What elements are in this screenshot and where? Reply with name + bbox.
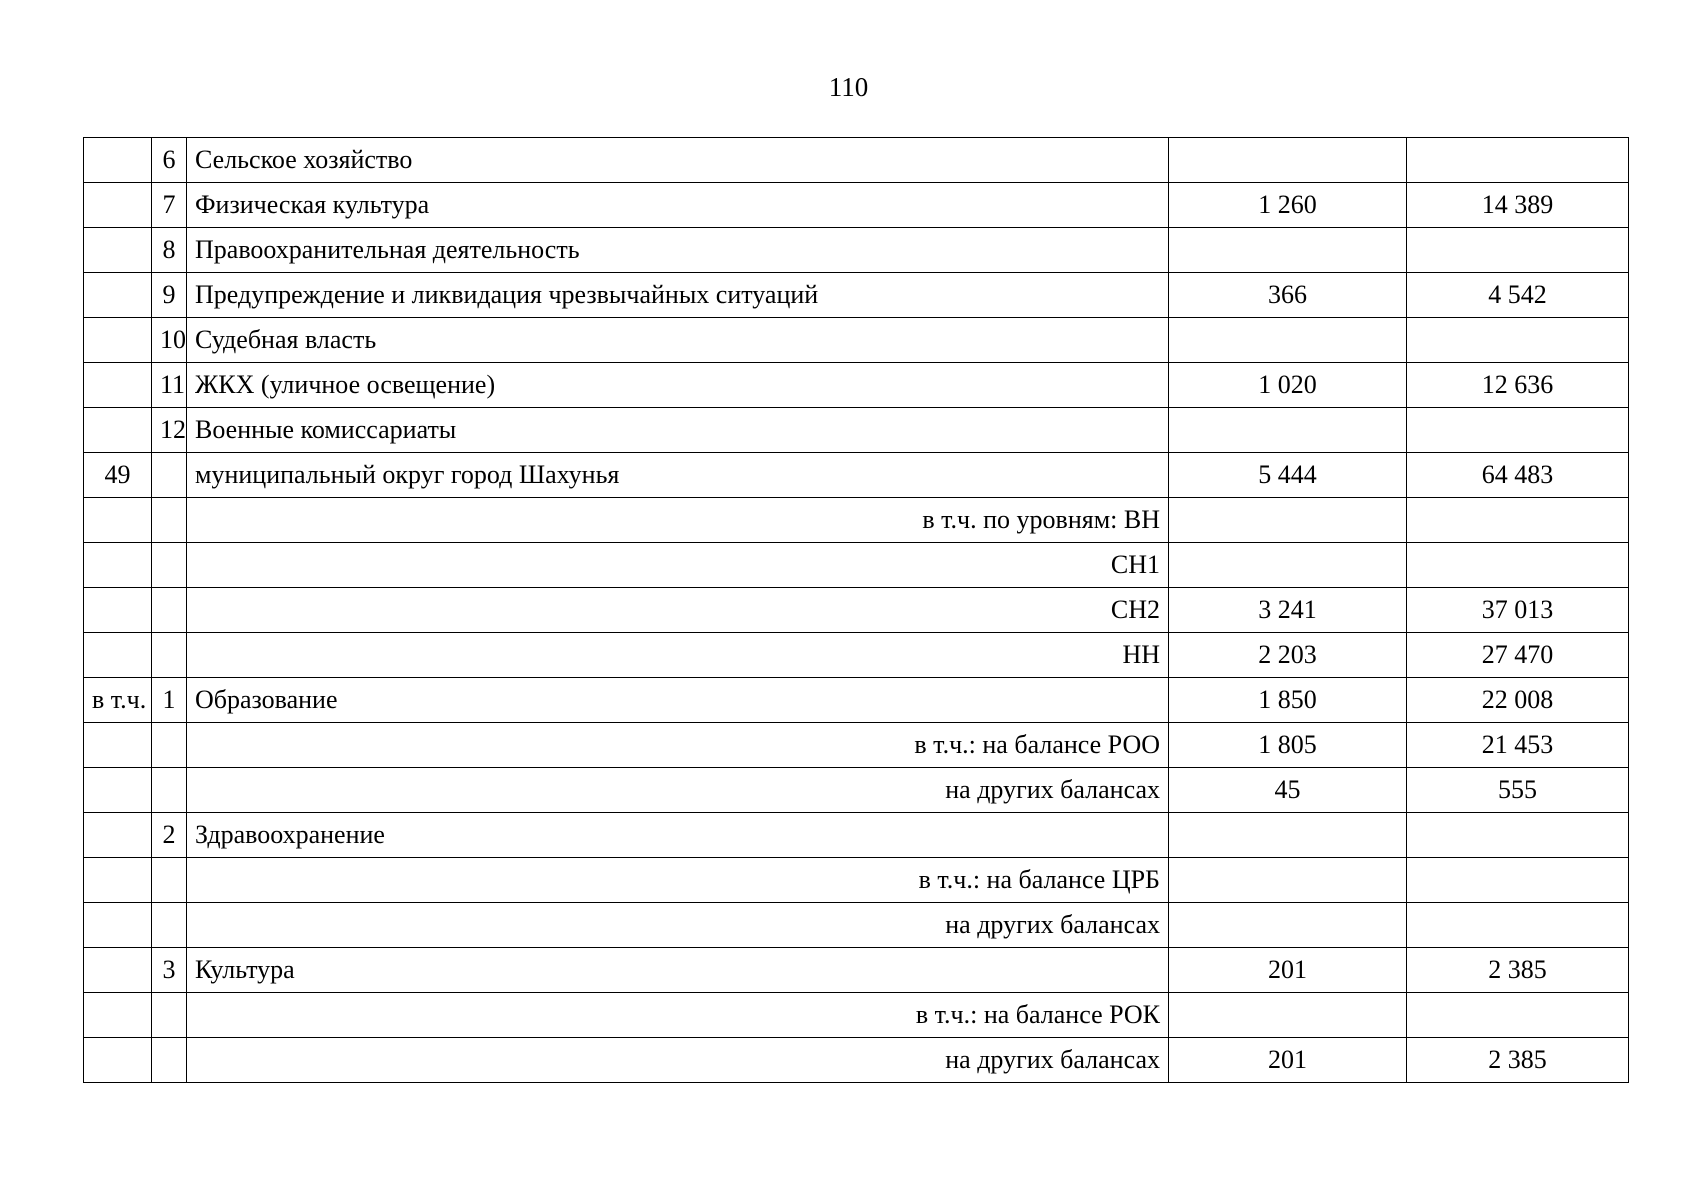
row-code-cell: [84, 318, 152, 363]
item-number-cell: 9: [152, 273, 187, 318]
item-number-cell: [152, 588, 187, 633]
item-name-cell: Образование: [187, 678, 1169, 723]
value-1-cell: [1169, 903, 1407, 948]
item-number-cell: 8: [152, 228, 187, 273]
item-number-cell: 3: [152, 948, 187, 993]
table-row: [84, 318, 1629, 363]
table-row: [84, 138, 1629, 183]
row-code-cell: [84, 228, 152, 273]
row-code-cell: [84, 363, 152, 408]
value-1-cell: 1 850: [1169, 678, 1407, 723]
value-1-cell: 1 260: [1169, 183, 1407, 228]
row-code-cell: в т.ч.: [84, 678, 152, 723]
item-number-cell: 6: [152, 138, 187, 183]
item-number-cell: 2: [152, 813, 187, 858]
value-2-cell: 12 636: [1407, 363, 1629, 408]
value-1-cell: [1169, 858, 1407, 903]
value-2-cell: 21 453: [1407, 723, 1629, 768]
item-name-cell: СН1: [187, 543, 1169, 588]
table-row: [84, 723, 1629, 768]
table-row: [84, 498, 1629, 543]
table-row: [84, 633, 1629, 678]
item-number-cell: [152, 993, 187, 1038]
value-1-cell: 1 020: [1169, 363, 1407, 408]
value-1-cell: [1169, 993, 1407, 1038]
row-code-cell: [84, 993, 152, 1038]
item-name-cell: Военные комиссариаты: [187, 408, 1169, 453]
table-row: [84, 1038, 1629, 1083]
value-1-cell: [1169, 408, 1407, 453]
row-code-cell: [84, 768, 152, 813]
row-code-cell: [84, 543, 152, 588]
table-row: [84, 273, 1629, 318]
value-1-cell: 3 241: [1169, 588, 1407, 633]
row-code-cell: [84, 858, 152, 903]
value-1-cell: 1 805: [1169, 723, 1407, 768]
item-number-cell: [152, 498, 187, 543]
item-name-cell: на других балансах: [187, 1038, 1169, 1083]
row-code-cell: [84, 1038, 152, 1083]
table-row: [84, 543, 1629, 588]
row-code-cell: [84, 408, 152, 453]
value-1-cell: [1169, 318, 1407, 363]
table-row: [84, 408, 1629, 453]
table-row: [84, 363, 1629, 408]
table-row: [84, 993, 1629, 1038]
page-number: 110: [828, 72, 869, 102]
value-2-cell: 2 385: [1407, 1038, 1629, 1083]
item-number-cell: 10: [152, 318, 187, 363]
value-1-cell: [1169, 498, 1407, 543]
value-1-cell: 366: [1169, 273, 1407, 318]
item-name-cell: Сельское хозяйство: [187, 138, 1169, 183]
value-2-cell: 37 013: [1407, 588, 1629, 633]
table-row: [84, 858, 1629, 903]
item-name-cell: ЖКХ (уличное освещение): [187, 363, 1169, 408]
item-number-cell: [152, 723, 187, 768]
value-1-cell: 45: [1169, 768, 1407, 813]
table-row: [84, 183, 1629, 228]
value-2-cell: [1407, 138, 1629, 183]
item-number-cell: 11: [152, 363, 187, 408]
value-1-cell: [1169, 138, 1407, 183]
table-row: [84, 228, 1629, 273]
value-1-cell: 2 203: [1169, 633, 1407, 678]
row-code-cell: [84, 633, 152, 678]
item-name-cell: в т.ч.: на балансе РОК: [187, 993, 1169, 1038]
value-1-cell: 201: [1169, 948, 1407, 993]
item-name-cell: Здравоохранение: [187, 813, 1169, 858]
row-code-cell: [84, 183, 152, 228]
value-2-cell: [1407, 228, 1629, 273]
item-name-cell: в т.ч.: на балансе ЦРБ: [187, 858, 1169, 903]
row-code-cell: [84, 948, 152, 993]
row-code-cell: [84, 498, 152, 543]
item-name-cell: муниципальный округ город Шахунья: [187, 453, 1169, 498]
value-2-cell: 14 389: [1407, 183, 1629, 228]
table-row: [84, 678, 1629, 723]
table-body: [84, 138, 1629, 1083]
table-row: [84, 903, 1629, 948]
value-2-cell: 4 542: [1407, 273, 1629, 318]
item-number-cell: [152, 903, 187, 948]
row-code-cell: [84, 138, 152, 183]
value-2-cell: 555: [1407, 768, 1629, 813]
item-name-cell: СН2: [187, 588, 1169, 633]
row-code-cell: [84, 588, 152, 633]
row-code-cell: 49: [84, 453, 152, 498]
table-row: [84, 588, 1629, 633]
item-name-cell: Предупреждение и ликвидация чрезвычайных ситуаций: [187, 273, 1169, 318]
table-row: [84, 948, 1629, 993]
item-name-cell: Культура: [187, 948, 1169, 993]
item-number-cell: [152, 633, 187, 678]
value-2-cell: [1407, 993, 1629, 1038]
item-number-cell: [152, 543, 187, 588]
item-name-cell: Физическая культура: [187, 183, 1169, 228]
value-2-cell: 22 008: [1407, 678, 1629, 723]
value-2-cell: 64 483: [1407, 453, 1629, 498]
item-name-cell: на других балансах: [187, 768, 1169, 813]
item-name-cell: на других балансах: [187, 903, 1169, 948]
item-name-cell: НН: [187, 633, 1169, 678]
item-number-cell: [152, 453, 187, 498]
item-number-cell: [152, 768, 187, 813]
value-2-cell: [1407, 813, 1629, 858]
value-1-cell: [1169, 543, 1407, 588]
value-1-cell: 201: [1169, 1038, 1407, 1083]
table-row: [84, 453, 1629, 498]
value-2-cell: [1407, 903, 1629, 948]
item-name-cell: Судебная власть: [187, 318, 1169, 363]
value-2-cell: [1407, 858, 1629, 903]
table-row: [84, 768, 1629, 813]
value-2-cell: 27 470: [1407, 633, 1629, 678]
value-2-cell: [1407, 408, 1629, 453]
row-code-cell: [84, 273, 152, 318]
row-code-cell: [84, 903, 152, 948]
row-code-cell: [84, 723, 152, 768]
item-number-cell: 12: [152, 408, 187, 453]
value-1-cell: [1169, 228, 1407, 273]
item-name-cell: в т.ч.: на балансе РОО: [187, 723, 1169, 768]
value-2-cell: [1407, 498, 1629, 543]
value-2-cell: [1407, 318, 1629, 363]
item-number-cell: [152, 1038, 187, 1083]
value-1-cell: 5 444: [1169, 453, 1407, 498]
item-number-cell: 7: [152, 183, 187, 228]
data-table: [83, 137, 1629, 1083]
item-name-cell: Правоохранительная деятельность: [187, 228, 1169, 273]
value-2-cell: [1407, 543, 1629, 588]
value-1-cell: [1169, 813, 1407, 858]
item-name-cell: в т.ч. по уровням: ВН: [187, 498, 1169, 543]
row-code-cell: [84, 813, 152, 858]
table-row: [84, 813, 1629, 858]
item-number-cell: 1: [152, 678, 187, 723]
value-2-cell: 2 385: [1407, 948, 1629, 993]
item-number-cell: [152, 858, 187, 903]
